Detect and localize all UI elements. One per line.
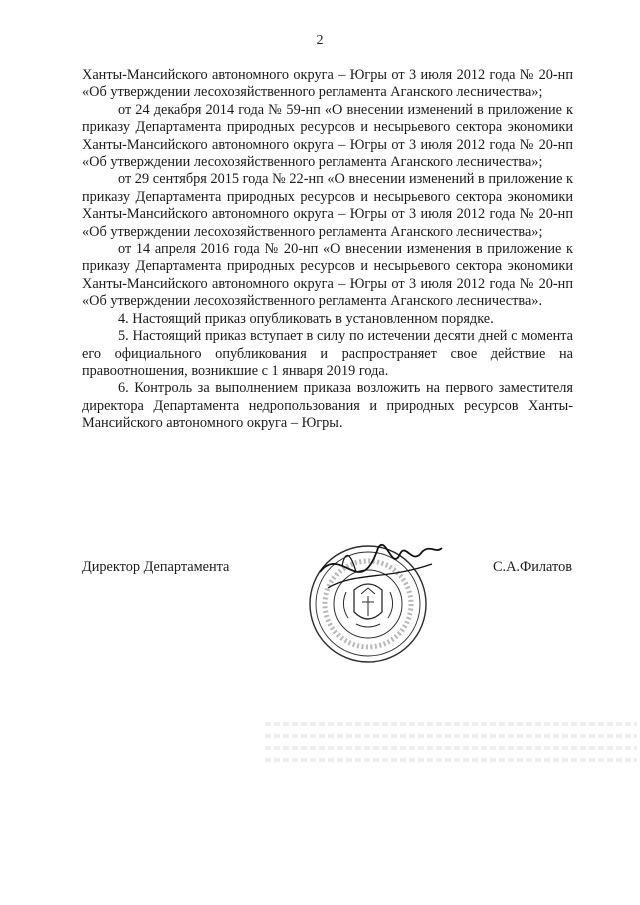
signatory-name: С.А.Филатов <box>492 559 572 575</box>
page-number: 2 <box>316 33 324 48</box>
paragraph: 4. Настоящий приказ опубликовать в установленном порядке. <box>118 310 494 327</box>
signatory-title: Директор Департамента <box>82 559 230 575</box>
official-seal <box>282 532 454 666</box>
paragraph: от 24 декабря 2014 года № 59-нп «О внесении изменений в приложение к приказу Департамента природных ресурсов и несырьевого сектора экономики Ханты-Мансийского автономного округа – Югры от 3 июля 2012 года № 20-нп «Об утверждении лесохозяйственного регламента Аганского лесничества»; <box>82 101 573 171</box>
faint-line <box>265 746 637 750</box>
seal-icon <box>282 532 454 666</box>
paragraph: 6. Контроль за выполнением приказа возложить на первого заместителя директора Департамента недропользования и природных ресурсов Ханты-Мансийского автономного округа – Югры. <box>82 380 573 432</box>
paragraph: 5. Настоящий приказ вступает в силу по истечении десяти дней с момента его официального опубликования и распространяет свое действие на правоотношения, возникшие с 1 января 2019 года. <box>82 328 573 379</box>
faint-line <box>265 758 637 762</box>
document-body <box>82 67 573 433</box>
faint-line <box>265 722 637 726</box>
paragraph: от 14 апреля 2016 года № 20-нп «О внесении изменения в приложение к приказу Департамента природных ресурсов и несырьевого сектора экономики Ханты-Мансийского автономного округа – Югры от 3 июля 2012 года № 20-нп «Об утверждении лесохозяйственного регламента Аганского лесничества». <box>82 241 573 310</box>
paragraph: Ханты-Мансийского автономного округа – Югры от 3 июля 2012 года № 20-нп «Об утверждении лесохозяйственного регламента Аганского лесничества»; <box>82 67 573 101</box>
faint-line <box>265 734 637 738</box>
faint-imprint <box>265 714 637 782</box>
paragraph: от 29 сентября 2015 года № 22-нп «О внесении изменений в приложение к приказу Департамента природных ресурсов и несырьевого сектора экономики Ханты-Мансийского автономного округа – Югры от 3 июля 2012 года № 20-нп «Об утверждении лесохозяйственного регламента Аганского лесничества»; <box>82 171 573 240</box>
